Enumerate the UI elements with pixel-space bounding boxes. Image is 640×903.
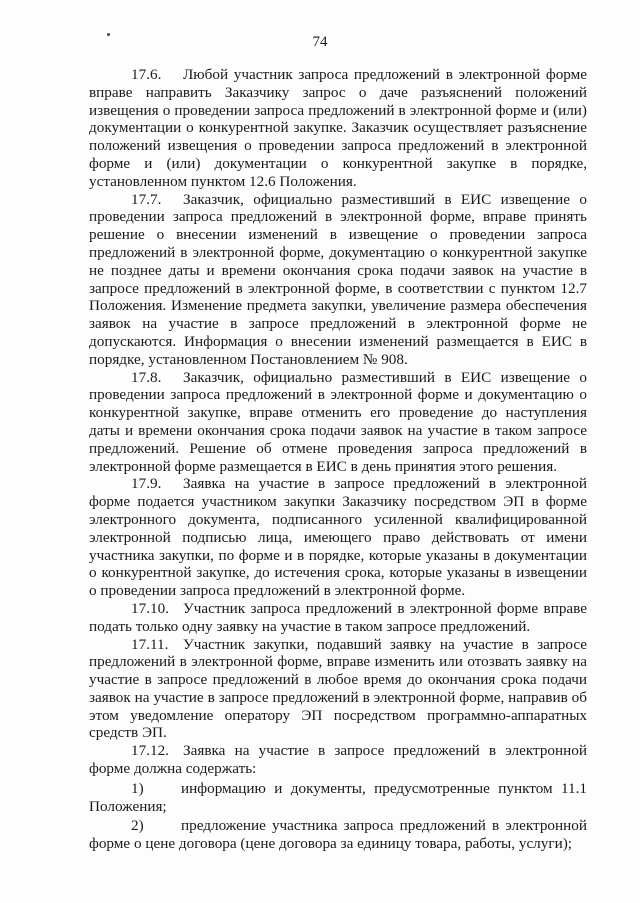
clause-text: Заказчик, официально разместивший в ЕИС извещение о проведении запроса предложений в электронной форме и документацию о конкурентной закупке, вправе отменить его проведение до наступления даты и времени окончания срока подачи заявок на участие в таком запросе предложений. Решение об отмене проведения запроса предложений в электронной форме размещается в ЕИС в день принятия этого решения. — [89, 368, 587, 475]
clause-17-11 — [89, 636, 587, 743]
list-item-text: предложение участника запроса предложений в электронной форме о цене договора (цене договора за единицу товара, работы, услуги); — [89, 817, 587, 853]
clause-number: 17.8. — [131, 368, 162, 386]
clause-number: 17.12. — [131, 742, 169, 760]
clause-text: Заявка на участие в запросе предложений в электронной форме должна содержать: — [89, 742, 587, 778]
clause-number: 17.10. — [131, 599, 169, 617]
clause-17-6 — [89, 66, 587, 191]
clause-text: Заказчик, официально разместивший в ЕИС извещение о проведении запроса предложений в электронной форме, вправе принять решение о внесении изменений в извещение о проведении запроса предложений в электронной форме, документацию о конкурентной закупке не позднее даты и времени окончания срока подачи заявок на участие в запросе предложений в электронной форме, в соответствии с пунктом 12.7 Положения. Изменение предмета закупки, увеличение размера обеспечения заявок на участие в запросе предложений в электронной форме не допускаются. Информация о внесении изменений размещается в ЕИС в порядке, установленном Постановлением № 908. — [89, 190, 587, 368]
page-number: 74 — [312, 34, 328, 50]
clause-text: Заявка на участие в запросе предложений в электронной форме подается участником закупки Заказчику посредством ЭП в форме электронного документа, подписанного усиленной квалифицированной электронной подписью лица, имеющего право действовать от имени участника закупки, по форме и в порядке, которые указаны в документации о конкурентной закупке, до истечения срока, которые указаны в извещении о проведении запроса предложений в электронной форме. — [89, 475, 587, 600]
clause-number: 17.6. — [131, 66, 162, 83]
clause-17-9 — [89, 475, 587, 600]
clause-number: 17.11. — [131, 635, 169, 653]
clause-number: 17.9. — [131, 475, 162, 493]
clause-17-8 — [89, 369, 587, 476]
list-item-number: 1) — [131, 779, 144, 797]
clause-number: 17.7. — [131, 190, 162, 208]
list-item-1 — [89, 780, 587, 816]
clause-text: Участник запроса предложений в электронной форме вправе подать только одну заявку на участие в таком запросе предложений. — [89, 599, 587, 635]
list-item-text: информацию и документы, предусмотренные пунктом 11.1 Положения; — [89, 779, 587, 815]
clause-text: Участник закупки, подавший заявку на участие в запросе предложений в электронной форме, вправе изменить или отозвать заявку на участие в запросе предложений в любое время до окончания срока подачи заявок на участие в запросе предложений в электронной форме, направив об этом уведомление оператору ЭП посредством программно-аппаратных средств ЭП. — [89, 635, 587, 742]
clause-text: Любой участник запроса предложений в электронной форме вправе направить Заказчику запрос о даче разъяснений положений извещения о проведении запроса предложений в электронной форме и (или) документации о конкурентной закупке. Заказчик осуществляет разъяснение положений извещения о проведении запроса предложений в электронной форме и (или) документации о конкурентной закупке в порядке, установленном пунктом 12.6 Положения. — [89, 66, 587, 190]
clause-17-7 — [89, 191, 587, 369]
clause-17-12 — [89, 742, 587, 778]
clause-17-10 — [89, 600, 587, 636]
list-item-number: 2) — [131, 817, 144, 835]
document-body — [89, 66, 587, 853]
list-item-2 — [89, 817, 587, 853]
